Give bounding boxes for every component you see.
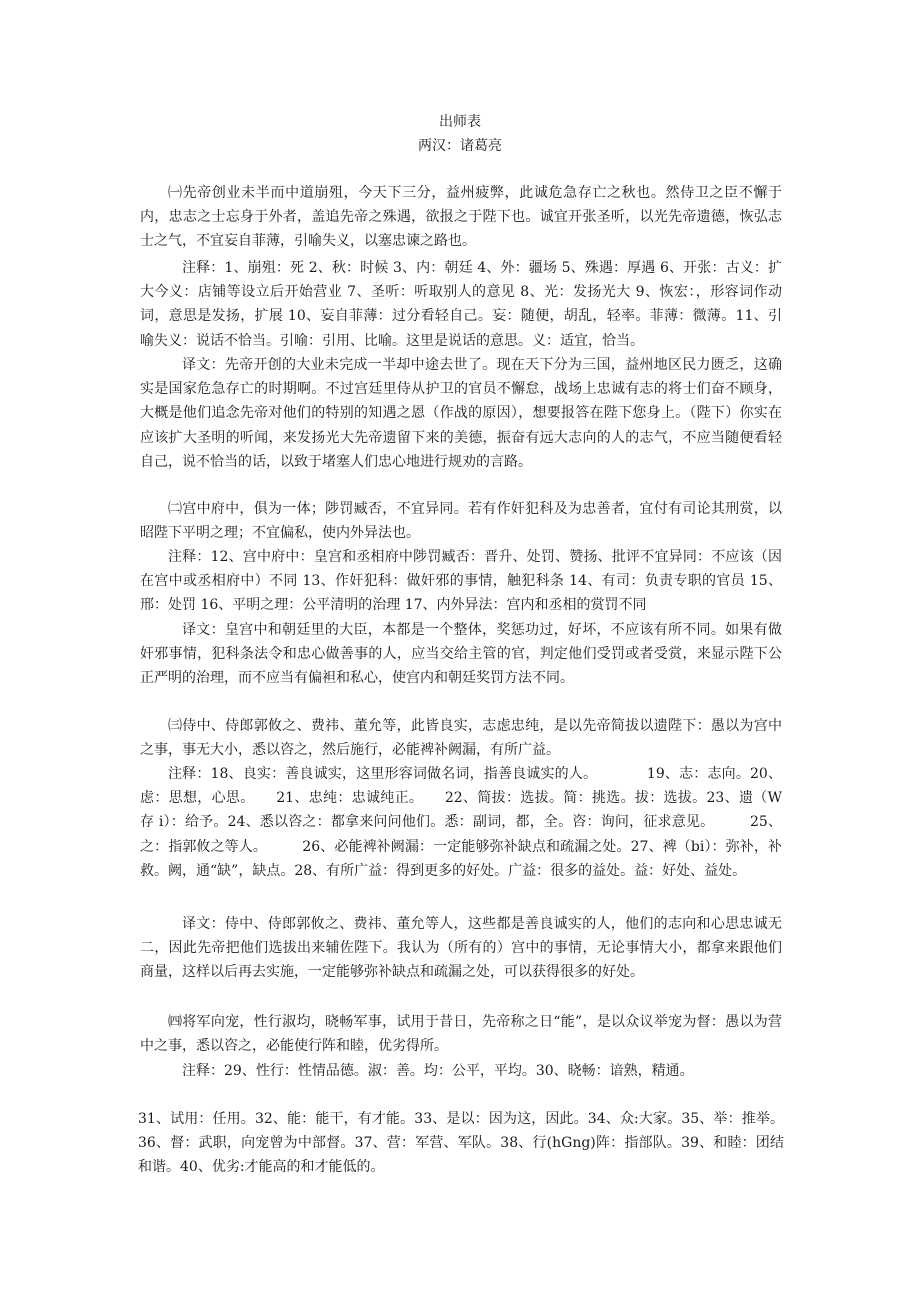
section-1-original: ㈠先帝创业未半而中道崩殂，今天下三分，益州疲弊，此诚危急存亡之秋也。然侍卫之臣不懈于内，忠志之士忘身于外者，盖追先帝之殊遇，欲报之于陛下也。诚宜开张圣听，以光先帝遗德，恢弘志士之气，不宜妄自菲薄，引喻失义，以塞忠谏之路也。 <box>140 185 782 250</box>
document-title: 出师表 <box>439 114 481 130</box>
section-2-original: ㈡宫中府中，俱为一体；陟罚臧否，不宜异同。若有作奸犯科及为忠善者，宜付有司论其刑赏，以昭陛下平明之理；不宜偏私，使内外异法也。 <box>140 501 782 542</box>
section-1-translation: 译文：先帝开创的大业未完成一半却中途去世了。现在天下分为三国，益州地区民力匮乏，这确实是国家危急存亡的时期啊。不过宫廷里侍从护卫的官员不懈怠，战场上忠诚有志的将士们奋不顾身，大概是他们追念先帝对他们的特别的知遇之恩（作战的原因），想要报答在陛下您身上。（陛下）你实在应该扩大圣明的听闻，来发扬光大先帝遗留下来的美德，振奋有远大志向的人的志气，不应当随便看轻自己，说不恰当的话，以致于堵塞人们忠心地进行规劝的言路。 <box>140 357 782 470</box>
section-1-notes: 注释：1、崩殂：死 2、秋：时候 3、内：朝廷 4、外：疆场 5、殊遇：厚遇 6、开张：古义：扩大今义：店铺等设立后开始营业 7、圣听：听取别人的意见 8、光：发扬光大 9、恢宏：，形容词作动词，意思是发扬，扩展 10、妄自菲薄：过分看轻自己。妄：随便，胡乱，轻率。菲薄：微薄。11、引喻失义：说话不恰当。引喻：引用、比喻。这里是说话的意思。义：适宜，恰当。 <box>140 260 782 349</box>
section-2-notes: 注释：12、宫中府中：皇宫和丞相府中陟罚臧否：晋升、处罚、赞扬、批评不宜异同：不应该（因在宫中或丞相府中）不同 13、作奸犯科：做奸邪的事情，触犯科条 14、有司：负责专职的官员 15、邢：处罚 16、平明之理：公平清明的治理 17、内外异法：宫内和丞相的赏罚不同 <box>140 549 782 614</box>
section-3-translation: 译文：侍中、侍郎郭攸之、费祎、董允等人，这些都是善良诚实的人，他们的志向和心思忠诚无二，因此先帝把他们选拔出来辅佐陛下。我认为（所有的）宫中的事情，无论事情大小，都拿来跟他们商量，这样以后再去实施，一定能够弥补缺点和疏漏之处，可以获得很多的好处。 <box>140 916 782 981</box>
document-author: 两汉：诸葛亮 <box>418 138 502 154</box>
section-2-translation: 译文：皇宫中和朝廷里的大臣，本都是一个整体，奖惩功过，好坏，不应该有所不同。如果有做奸邪事情，犯科条法令和忠心做善事的人，应当交给主管的官，判定他们受罚或者受赏，来显示陛下公正严明的治理，而不应当有偏袒和私心，使宫内和朝廷奖罚方法不同。 <box>140 622 782 687</box>
section-4-notes: 注释：29、性行：性情品德。淑：善。均：公平，平均。30、晓畅：谙熟，精通。 <box>182 1063 694 1079</box>
section-3-notes: 注释：18、良实：善良诚实，这里形容词做名词，指善良诚实的人。 19、志：志向。20、虑：思想，心思。 21、忠纯：忠诚纯正。 22、简拔：选拔。简：挑选。拔：选拔。23、遗（W 存 i）：给予。24、悉以咨之：都拿来问问他们。悉：副词，都，全。咨：询问，征求意见。 25、之：指郭攸之等人。 26、必能裨补阙漏：一定能够弥补缺点和疏漏之处。27、裨（bi）：弥补，补救。阙，通“缺”，缺点。28、有所广益：得到更多的好处。广益：很多的益处。益：好处、益处。 <box>140 766 782 879</box>
section-3-original: ㈢侍中、侍郎郭攸之、费祎、董允等，此皆良实，志虑忠纯，是以先帝简拔以遗陛下：愚以为宫中之事，事无大小，悉以咨之，然后施行，必能裨补阙漏，有所广益。 <box>140 718 782 759</box>
section-4-original: ㈣将军向宠，性行淑均，晓畅军事，试用于昔日，先帝称之日“能”，是以众议举宠为督：愚以为营中之事，悉以咨之，必能使行阵和睦，优劣得所。 <box>140 1014 782 1055</box>
section-4-notes-continued: 31、试用：任用。32、能：能干，有才能。33、是以：因为这，因此。34、众:大家。35、举：推举。36、督：武职，向宠曾为中部督。37、营：军营、军队。38、行(hGng)阵：指部队。39、和睦：团结和谐。40、优劣:才能高的和才能低的。 <box>138 1111 784 1176</box>
